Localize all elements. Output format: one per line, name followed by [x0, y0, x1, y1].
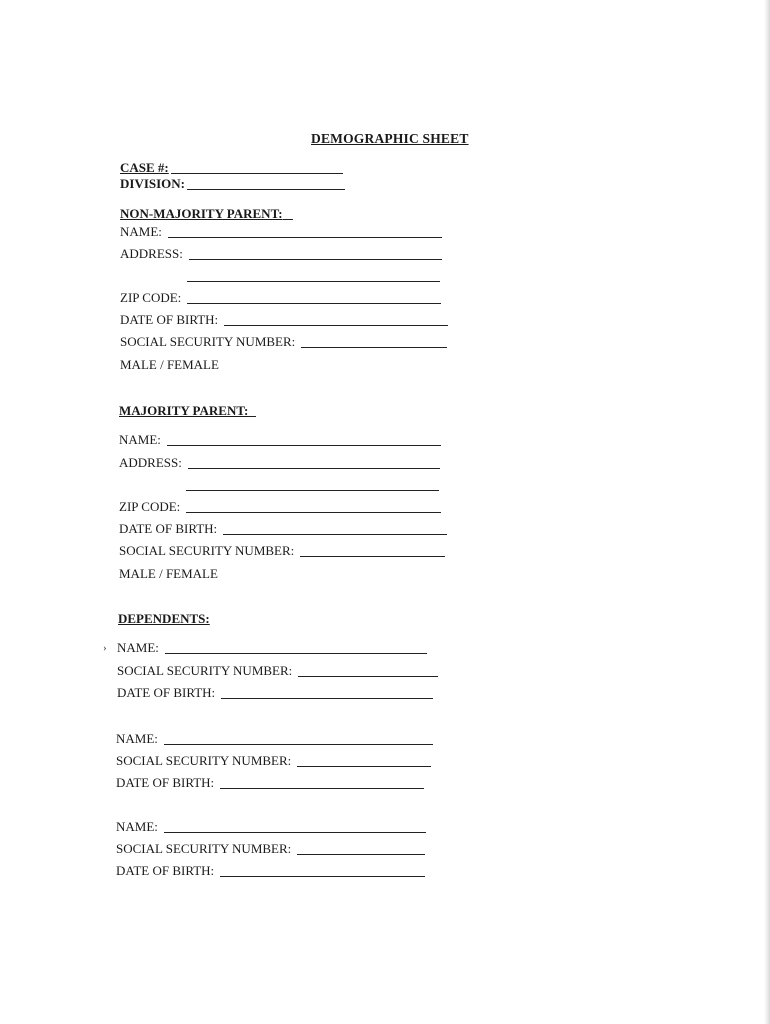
majority-zip-label: ZIP CODE: — [119, 499, 181, 514]
majority-ssn-row — [119, 543, 445, 559]
majority-address-label: ADDRESS: — [119, 455, 182, 470]
dependent-3-ssn-row — [116, 841, 425, 857]
non-majority-dob-field[interactable] — [224, 313, 448, 326]
non-majority-address-row — [120, 246, 442, 262]
non-majority-name-field[interactable] — [168, 225, 442, 238]
dependent-3-ssn-label: SOCIAL SECURITY NUMBER: — [116, 841, 292, 856]
division-field[interactable] — [187, 177, 345, 190]
dependent-1-ssn-row — [117, 663, 438, 679]
dependent-3-name-row — [116, 819, 426, 835]
non-majority-address-line2[interactable] — [187, 281, 440, 282]
non-majority-zip-label: ZIP CODE: — [120, 290, 182, 305]
dependent-3-ssn-field[interactable] — [297, 842, 425, 855]
dependent-1-ssn-field[interactable] — [298, 664, 438, 677]
non-majority-heading-row — [120, 206, 293, 222]
majority-zip-row — [119, 499, 441, 515]
majority-name-label: NAME: — [119, 432, 161, 447]
majority-address-field[interactable] — [188, 456, 440, 469]
dependent-2-name-label: NAME: — [116, 731, 158, 746]
majority-dob-row — [119, 521, 447, 537]
dependent-1-dob-label: DATE OF BIRTH: — [117, 685, 216, 700]
case-number-row — [120, 160, 343, 176]
dependent-1-name-label: NAME: — [117, 640, 159, 655]
non-majority-gender-row — [120, 357, 219, 373]
non-majority-heading: NON-MAJORITY PARENT: — [120, 206, 283, 221]
dependent-2-ssn-row — [116, 753, 431, 769]
case-number-label: CASE #: — [120, 160, 169, 175]
majority-ssn-label: SOCIAL SECURITY NUMBER: — [119, 543, 295, 558]
non-majority-dob-row — [120, 312, 448, 328]
non-majority-ssn-label: SOCIAL SECURITY NUMBER: — [120, 334, 296, 349]
dependent-3-name-field[interactable] — [164, 820, 426, 833]
non-majority-dob-label: DATE OF BIRTH: — [120, 312, 219, 327]
non-majority-zip-field[interactable] — [187, 291, 441, 304]
dependent-2-dob-row — [116, 775, 424, 791]
dependent-1-name-field[interactable] — [165, 641, 427, 654]
dependent-1-name-row — [117, 640, 427, 656]
case-number-field[interactable] — [171, 161, 343, 174]
dependent-3-name-label: NAME: — [116, 819, 158, 834]
majority-dob-field[interactable] — [223, 522, 447, 535]
non-majority-name-row — [120, 224, 442, 240]
non-majority-name-label: NAME: — [120, 224, 162, 239]
dependent-2-dob-label: DATE OF BIRTH: — [116, 775, 215, 790]
dependents-heading-row — [118, 611, 210, 627]
non-majority-zip-row — [120, 290, 441, 306]
dependent-1-dob-field[interactable] — [221, 686, 433, 699]
majority-heading-row — [119, 403, 256, 419]
division-label: DIVISION: — [120, 176, 186, 191]
dependent-2-ssn-field[interactable] — [297, 754, 431, 767]
non-majority-address-field[interactable] — [189, 247, 442, 260]
majority-ssn-field[interactable] — [300, 544, 445, 557]
majority-name-field[interactable] — [167, 433, 441, 446]
dependent-2-name-row — [116, 731, 433, 747]
majority-address-row — [119, 455, 440, 471]
scan-page-edge — [764, 0, 770, 1024]
page-title: DEMOGRAPHIC SHEET — [311, 131, 469, 146]
dependent-2-ssn-label: SOCIAL SECURITY NUMBER: — [116, 753, 292, 768]
scan-mark: › — [103, 642, 107, 654]
majority-address-line2[interactable] — [186, 490, 439, 491]
majority-dob-label: DATE OF BIRTH: — [119, 521, 218, 536]
dependents-heading: DEPENDENTS: — [118, 611, 210, 626]
dependent-2-name-field[interactable] — [164, 732, 433, 745]
majority-heading: MAJORITY PARENT: — [119, 403, 249, 418]
dependent-1-dob-row — [117, 685, 433, 701]
non-majority-ssn-row — [120, 334, 447, 350]
dependent-2-dob-field[interactable] — [220, 776, 424, 789]
dependent-3-dob-field[interactable] — [220, 864, 425, 877]
majority-gender-options[interactable]: MALE / FEMALE — [119, 566, 218, 581]
dependent-1-ssn-label: SOCIAL SECURITY NUMBER: — [117, 663, 293, 678]
non-majority-gender-options[interactable]: MALE / FEMALE — [120, 357, 219, 372]
majority-zip-field[interactable] — [186, 500, 441, 513]
majority-name-row — [119, 432, 441, 448]
dependent-3-dob-row — [116, 863, 425, 879]
majority-gender-row — [119, 566, 218, 582]
division-row — [120, 176, 345, 192]
dependent-3-dob-label: DATE OF BIRTH: — [116, 863, 215, 878]
non-majority-ssn-field[interactable] — [301, 335, 447, 348]
non-majority-address-label: ADDRESS: — [120, 246, 183, 261]
